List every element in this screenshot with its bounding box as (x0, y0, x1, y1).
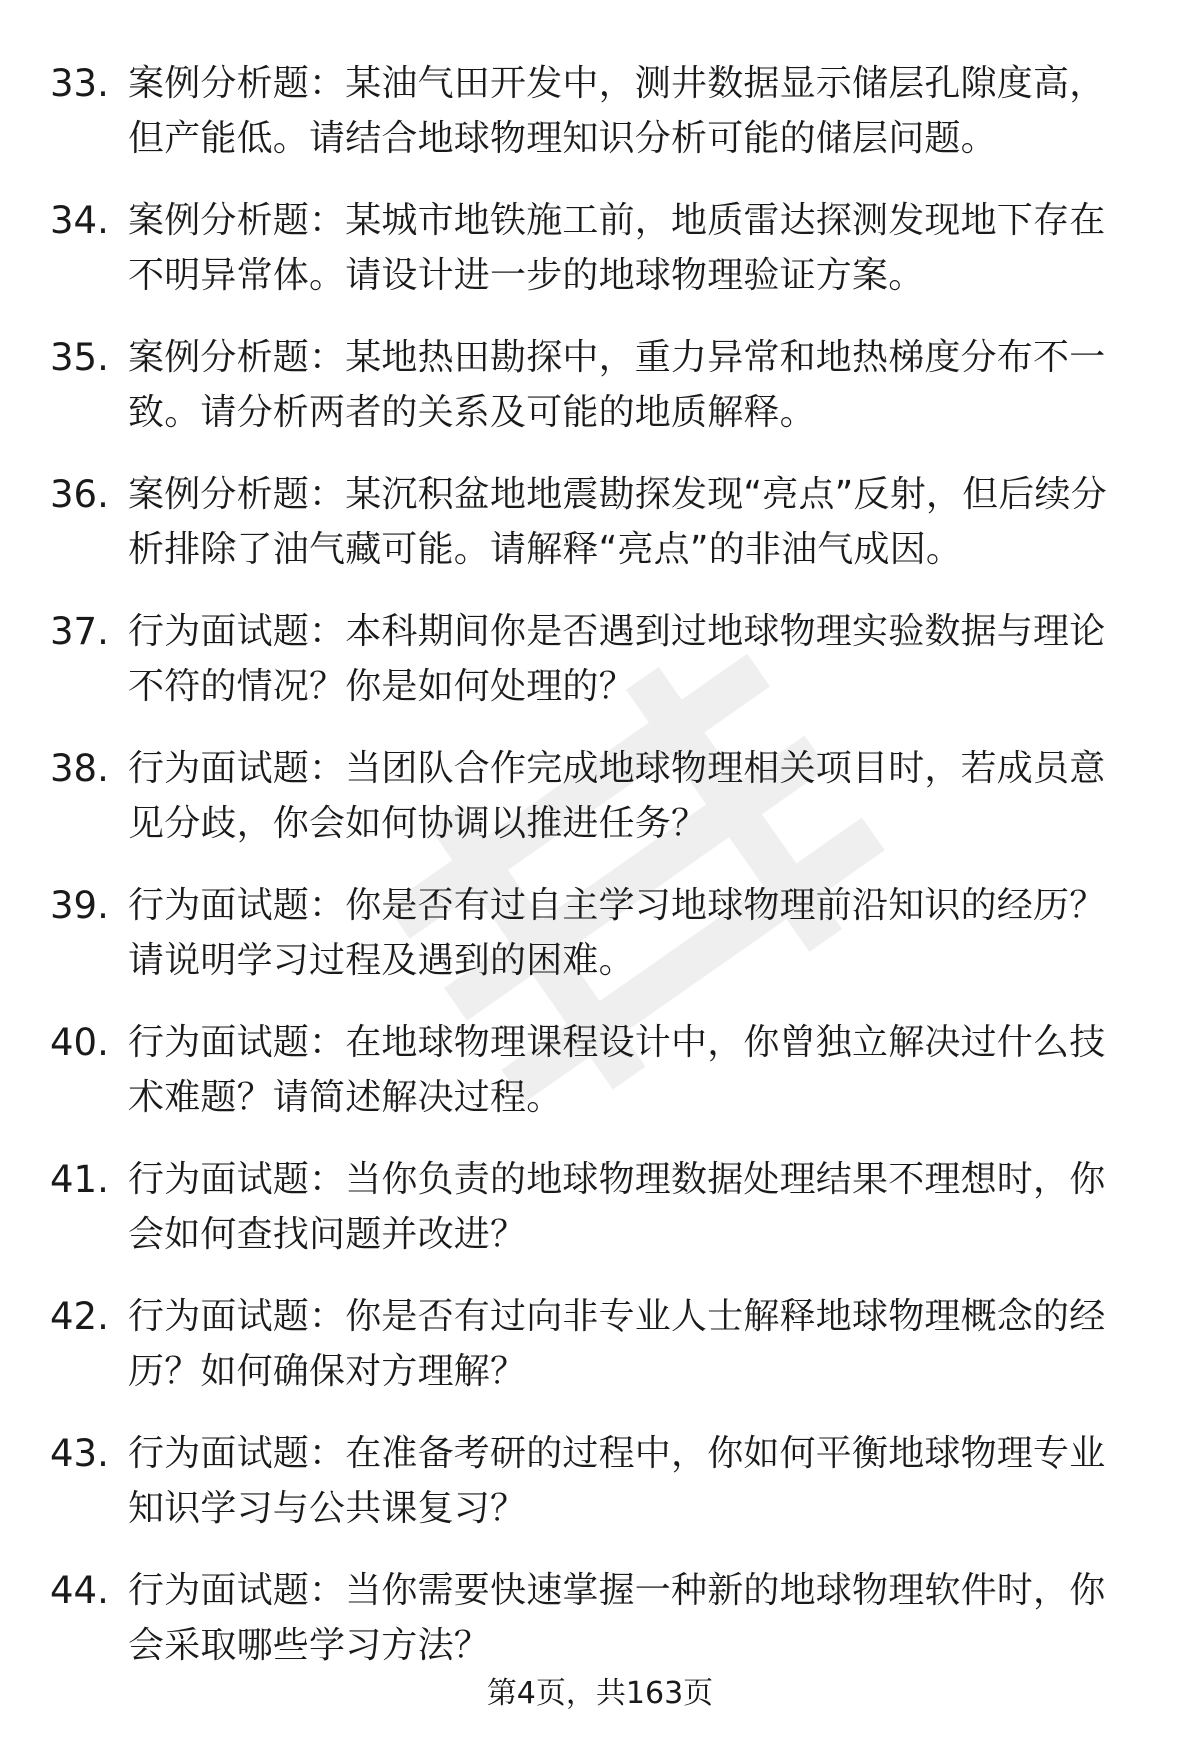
question-text: 案例分析题：某地热田勘探中，重力异常和地热梯度分布不一致。请分析两者的关系及可能的地质解释。 (128, 337, 1106, 433)
question-text: 行为面试题：在地球物理课程设计中，你曾独立解决过什么技术难题？请简述解决过程。 (128, 1022, 1106, 1118)
question-number: 39. (50, 884, 109, 927)
question-item (50, 467, 1140, 577)
question-item (50, 1563, 1140, 1673)
question-item (50, 1289, 1140, 1399)
question-number: 33. (50, 62, 109, 105)
question-item (50, 193, 1140, 303)
question-number: 34. (50, 199, 109, 242)
question-text: 行为面试题：当你需要快速掌握一种新的地球物理软件时，你会采取哪些学习方法？ (128, 1570, 1106, 1666)
question-text: 行为面试题：当团队合作完成地球物理相关项目时，若成员意见分歧，你会如何协调以推进任务？ (128, 748, 1106, 844)
question-number: 35. (50, 336, 109, 379)
question-item (50, 1015, 1140, 1125)
question-list (50, 56, 1140, 1700)
question-number: 44. (50, 1569, 109, 1612)
question-number: 36. (50, 473, 109, 516)
question-item (50, 741, 1140, 851)
question-item (50, 878, 1140, 988)
question-item (50, 604, 1140, 714)
question-text: 行为面试题：你是否有过自主学习地球物理前沿知识的经历？请说明学习过程及遇到的困难。 (128, 885, 1106, 981)
question-text: 案例分析题：某沉积盆地地震勘探发现“亮点”反射，但后续分析排除了油气藏可能。请解释“亮点”的非油气成因。 (128, 474, 1107, 570)
question-text: 案例分析题：某城市地铁施工前，地质雷达探测发现地下存在不明异常体。请设计进一步的地球物理验证方案。 (128, 200, 1106, 296)
question-text: 行为面试题：你是否有过向非专业人士解释地球物理概念的经历？如何确保对方理解？ (128, 1296, 1106, 1392)
question-text: 案例分析题：某油气田开发中，测井数据显示储层孔隙度高，但产能低。请结合地球物理知识分析可能的储层问题。 (128, 63, 1106, 159)
question-item (50, 1426, 1140, 1536)
question-text: 行为面试题：在准备考研的过程中，你如何平衡地球物理专业知识学习与公共课复习？ (128, 1433, 1106, 1529)
question-number: 43. (50, 1432, 109, 1475)
page-number-footer: 第4页，共163页 (486, 1676, 714, 1711)
question-number: 38. (50, 747, 109, 790)
question-number: 37. (50, 610, 109, 653)
question-number: 42. (50, 1295, 109, 1338)
question-number: 41. (50, 1158, 109, 1201)
question-item (50, 330, 1140, 440)
question-item (50, 1152, 1140, 1262)
question-text: 行为面试题：当你负责的地球物理数据处理结果不理想时，你会如何查找问题并改进？ (128, 1159, 1106, 1255)
question-number: 40. (50, 1021, 109, 1064)
question-text: 行为面试题：本科期间你是否遇到过地球物理实验数据与理论不符的情况？你是如何处理的？ (128, 611, 1106, 707)
question-item (50, 56, 1140, 166)
